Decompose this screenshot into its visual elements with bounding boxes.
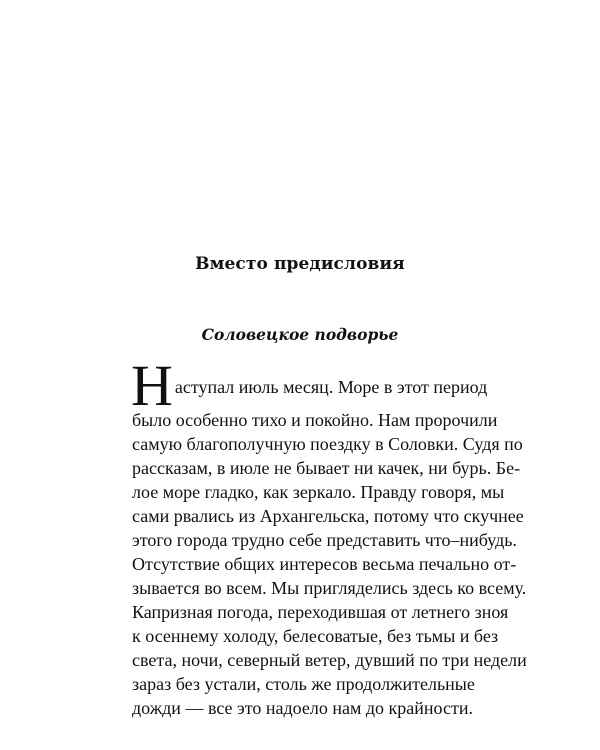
paragraph-line: зараз без устали, столь же продолжительные	[132, 674, 475, 694]
paragraph-line: дожди — все это надоело нам до крайности.	[132, 698, 473, 718]
paragraph-line: Капризная погода, переходившая от летнего зноя	[132, 602, 509, 622]
paragraph-line: рассказам, в июле не бывает ни качек, ни бурь. Бе-	[132, 458, 521, 478]
paragraph-line: лое море гладко, как зеркало. Правду говоря, мы	[132, 482, 505, 502]
body-paragraph	[131, 353, 527, 720]
paragraph-line: было особенно тихо и покойно. Нам пророчили	[132, 410, 498, 430]
paragraph-line: этого города трудно себе представить что–нибудь.	[132, 530, 517, 550]
chapter-heading: Вместо предисловия	[195, 254, 405, 274]
paragraph-line: сами рвались из Архангельска, потому что скучнее	[132, 506, 524, 526]
paragraph-line: самую благополучную поездку в Соловки. Судя по	[132, 434, 523, 454]
paragraph-line-text: аступал июль месяц. Море в этот период	[174, 377, 488, 397]
paragraph-line: к осеннему холоду, белесоватые, без тьмы и без	[132, 626, 499, 646]
section-subheading: Соловецкое подворье	[201, 325, 399, 344]
paragraph-line: света, ночи, северный ветер, дувший по три недели	[132, 650, 527, 670]
paragraph-line: Отсутствие общих интересов весьма печально от-	[132, 554, 517, 574]
paragraph-line: зывается во всем. Мы пригляделись здесь ко всему.	[132, 578, 527, 598]
paragraph-line	[132, 360, 488, 397]
drop-cap: Н	[131, 353, 173, 418]
